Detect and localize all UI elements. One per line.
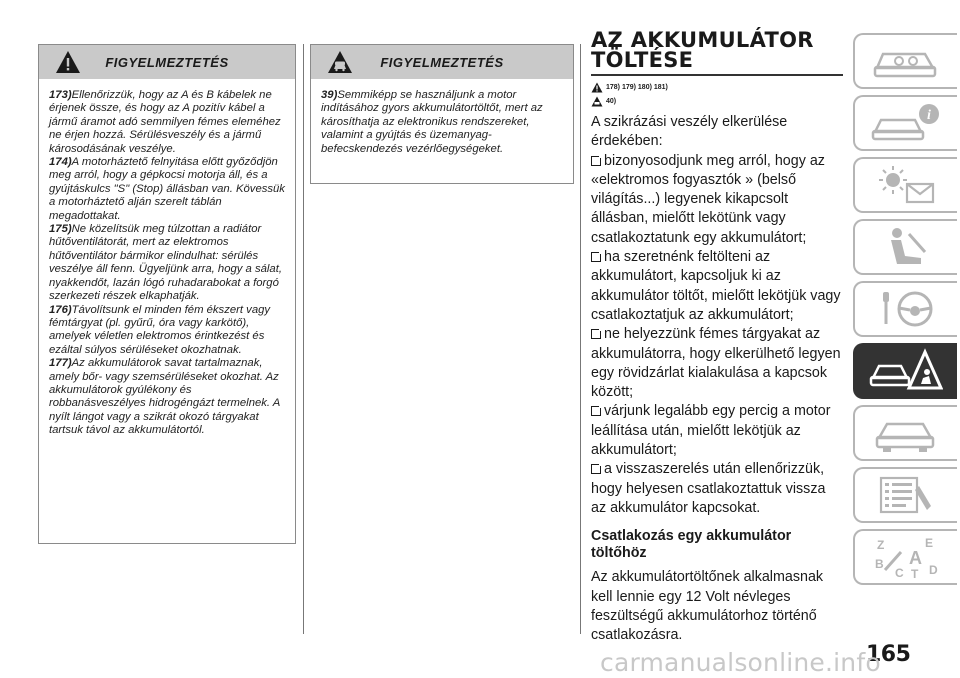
tab-maintenance[interactable] bbox=[853, 405, 957, 461]
checkbox-bullet-icon bbox=[591, 464, 601, 474]
section-title: AZ AKKUMULÁTOR TÖLTÉSE bbox=[591, 28, 814, 72]
index-letter: D bbox=[929, 563, 938, 577]
page-number: 165 bbox=[866, 642, 911, 667]
list-item: ha szeretnénk feltölteni az akkumulátort, kapcsoljuk ki az akkumulátor töltőt, mielőtt lekötjük vagy csatlakoztatjuk az akkumulátort; bbox=[591, 249, 841, 323]
tab-emergency[interactable] bbox=[853, 343, 957, 399]
warning-item: 39)Semmiképp se használjunk a motor indításához gyors akkumulátortöltőt, mert az károsíthatja az elektronikus rendszereket, valamint a gyújtás és üzemanyag-befecskendezés vezérlőegységeket. bbox=[321, 89, 543, 155]
svg-text:i: i bbox=[927, 108, 931, 123]
tab-technical-data[interactable] bbox=[853, 467, 957, 523]
car-warning-triangle-icon bbox=[327, 50, 353, 74]
car-dashboard-icon bbox=[869, 38, 943, 84]
specifications-list-icon bbox=[869, 472, 943, 518]
car-warning-triangle-icon bbox=[591, 96, 603, 107]
checkbox-bullet-icon bbox=[591, 329, 601, 339]
section-battery-charging bbox=[591, 30, 843, 645]
warning-item: 177)Az akkumulátorok savat tartalmaznak, amely bőr- vagy szemsérüléseket okozhat. Az akkumulátorok gyúlékony és robbanásveszélyes hidrogéngázt termelnek. A nyílt lángot vagy a szikrát okozó tárgyakat tartsuk távol az akkumulátortól. bbox=[49, 357, 280, 437]
warning-header bbox=[39, 45, 295, 79]
warning-item: 174)A motorháztető felnyitása előtt győződjön meg arról, hogy a gépkocsi motorja áll, és a gyújtáskulcs "S" (Stop) állásban van. Kövessük a motorháztető alján szerelt táblán megadottakat. bbox=[49, 156, 285, 222]
warning-title: FIGYELMEZTETÉS bbox=[105, 54, 229, 70]
title-underline bbox=[591, 74, 843, 76]
warning-box-1 bbox=[38, 44, 296, 544]
warning-body bbox=[39, 79, 295, 444]
checkbox-bullet-icon bbox=[591, 252, 601, 262]
car-service-icon bbox=[869, 410, 943, 456]
subheading: Csatlakozás egy akkumulátor töltőhöz bbox=[591, 528, 792, 562]
warning-body bbox=[311, 79, 573, 162]
tab-dashboard[interactable] bbox=[853, 33, 957, 89]
tab-warning-lights[interactable] bbox=[853, 157, 957, 213]
caution-refs: 40) bbox=[591, 96, 843, 107]
list-item: ne helyezzünk fémes tárgyakat az akkumulátorra, hogy elkerülhető legyen egy rövidzárlat kialakulása a kapcsok között; bbox=[591, 326, 841, 401]
tab-safety[interactable] bbox=[853, 219, 957, 275]
warning-header bbox=[311, 45, 573, 79]
car-breakdown-warning-icon bbox=[869, 348, 943, 394]
index-letter: Z bbox=[877, 538, 885, 552]
index-letter: T bbox=[911, 567, 919, 580]
warning-refs: 178) 179) 180) 181) bbox=[591, 82, 843, 93]
tab-starting-driving[interactable] bbox=[853, 281, 957, 337]
checkbox-bullet-icon bbox=[591, 406, 601, 416]
warning-title: FIGYELMEZTETÉS bbox=[380, 54, 504, 70]
checkbox-bullet-icon bbox=[591, 156, 601, 166]
index-letter: E bbox=[925, 536, 934, 550]
tab-index[interactable] bbox=[853, 529, 957, 585]
index-letter: B bbox=[875, 557, 884, 571]
seat-airbag-icon bbox=[869, 224, 943, 270]
column-divider bbox=[580, 44, 581, 634]
warning-lights-icon bbox=[869, 162, 943, 208]
watermark: carmanualsonline.info bbox=[600, 648, 881, 677]
column-divider bbox=[303, 44, 304, 634]
list-item: várjunk legalább egy percig a motor leállítása után, mielőtt lekötjük az akkumulátort; bbox=[591, 403, 831, 459]
alphabetical-index-icon bbox=[869, 534, 943, 580]
warning-item: 173)Ellenőrizzük, hogy az A és B kábelek ne érjenek össze, és hogy az A pozitív kábel a jármű áramot adó semmilyen fémes eleméhez ne érjen hozzá. Sérülésveszély és a jármű károsodásának veszélye. bbox=[49, 89, 281, 155]
chapter-tabs bbox=[853, 33, 957, 591]
warning-triangle-icon bbox=[55, 50, 81, 74]
tab-car-info[interactable] bbox=[853, 95, 957, 151]
warning-item: 175)Ne közelítsük meg túlzottan a radiátor hűtőventilátorát, mert az elektromos hűtőventilátor bármikor elindulhat: sérülés veszélye áll fenn. Ügyeljünk arra, hogy a sálat, nyakkendőt, lazán lógó ruhadarabokat a forgó szerkezeti részek elkaphatják. bbox=[49, 223, 282, 303]
key-steering-wheel-icon bbox=[869, 286, 943, 332]
list-item: bizonyosodjunk meg arról, hogy az «elektromos fogyasztók » (belső világítás...) legyenek kikapcsolt állásban, mielőtt lekötünk vagy csatlakoztatunk egy akkumulátort; bbox=[591, 152, 825, 246]
warning-box-2 bbox=[310, 44, 574, 184]
warning-triangle-icon bbox=[591, 82, 603, 93]
index-letter: A bbox=[909, 548, 922, 568]
index-letter: C bbox=[895, 566, 904, 580]
section-body bbox=[591, 113, 843, 518]
list-item: a visszaszerelés után ellenőrizzük, hogy helyesen csatlakoztattuk vissza az akkumulátor kapcsokat. bbox=[591, 461, 826, 516]
paragraph: Az akkumulátortöltőnek alkalmasnak kell lennie egy 12 Volt névleges feszültségű akkumulátorhoz történő csatlakozásra. bbox=[591, 569, 824, 644]
car-info-icon bbox=[869, 100, 943, 146]
warning-item: 176)Távolítsunk el minden fém ékszert vagy fémtárgyat (pl. gyűrű, óra vagy karkötő), amelyek véletlen elektromos érintkezést és ezáltal súlyos sérüléseket okozhatnak. bbox=[49, 303, 271, 356]
intro-text: A szikrázási veszély elkerülése érdekében: bbox=[591, 114, 788, 150]
